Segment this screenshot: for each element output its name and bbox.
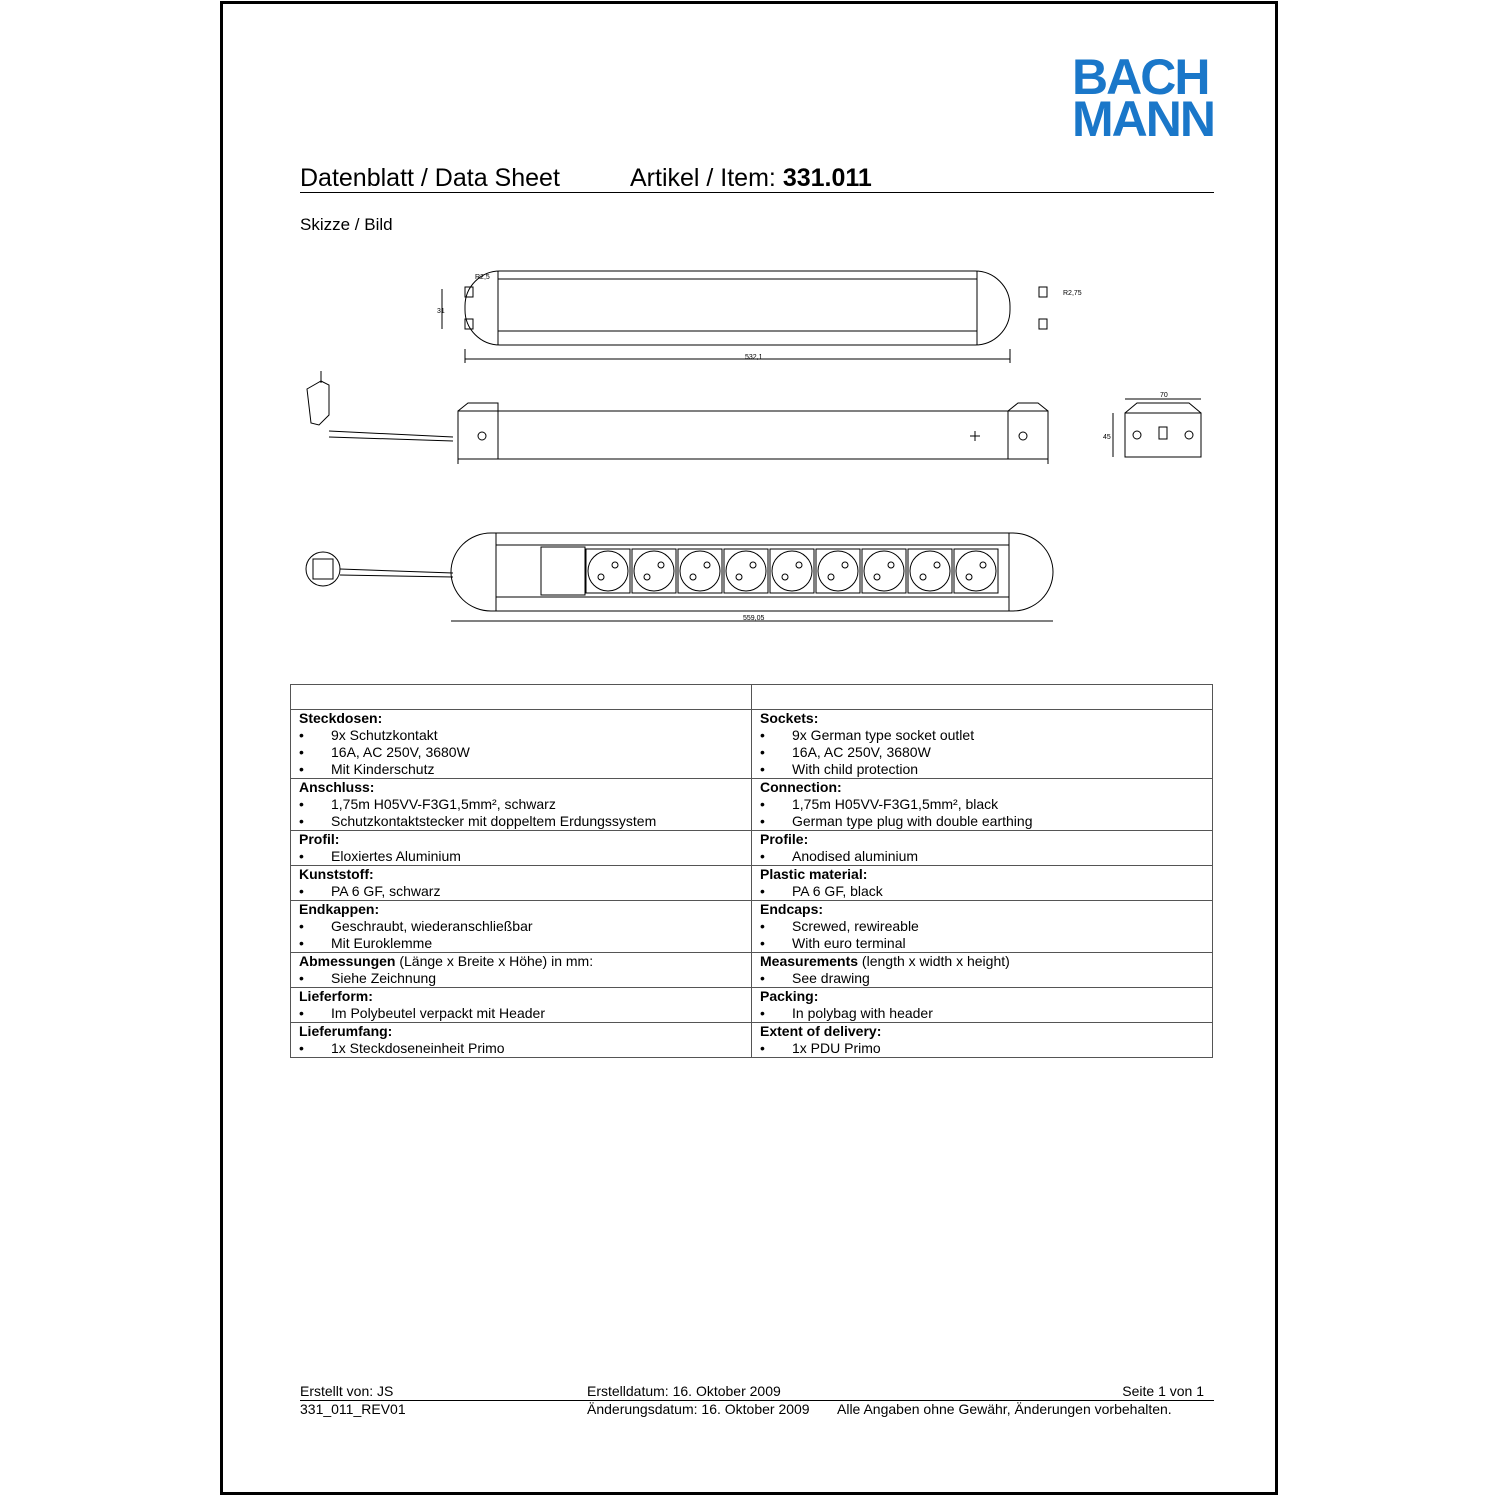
socket-outlet	[956, 551, 996, 591]
socket-frame	[954, 549, 998, 593]
spec-title: Lieferumfang:	[299, 1023, 393, 1039]
spec-row	[291, 779, 1213, 831]
socket-frame	[862, 549, 906, 593]
sheet-title: Datenblatt / Data Sheet	[300, 164, 560, 192]
spec-bullet: • Siehe Zeichnung	[299, 970, 743, 987]
spec-bullet: • See drawing	[760, 970, 1204, 987]
spec-cell-de	[291, 953, 752, 988]
spec-row	[291, 710, 1213, 779]
socket-pin-hole	[782, 574, 788, 580]
spec-row	[291, 866, 1213, 901]
footer-doc-id: 331_011_REV01	[300, 1401, 406, 1417]
spec-title: Extent of delivery:	[760, 1023, 882, 1039]
footer-created-date: Erstelldatum: 16. Oktober 2009	[587, 1383, 781, 1399]
socket-outlet	[910, 551, 950, 591]
spec-bullet: • 1x PDU Primo	[760, 1040, 1204, 1057]
spec-header-en	[752, 685, 1213, 710]
spec-cell-en	[752, 710, 1213, 779]
spec-bullet: • Eloxiertes Aluminium	[299, 848, 743, 865]
spec-row	[291, 988, 1213, 1023]
socket-outlet	[818, 551, 858, 591]
spec-header-de	[291, 685, 752, 710]
dim-r1: R2,5	[475, 274, 490, 281]
spec-title: Packing:	[760, 988, 819, 1004]
spec-title: Profil:	[299, 831, 340, 847]
spec-title: Endcaps:	[760, 901, 824, 917]
socket-outlet	[680, 551, 720, 591]
top-view	[437, 271, 1082, 363]
socket-frame	[678, 549, 722, 593]
socket-frame	[908, 549, 952, 593]
spec-row	[291, 901, 1213, 953]
footer-page: Seite 1 von 1	[1122, 1383, 1204, 1399]
spec-cell-de	[291, 901, 752, 953]
dim-length-top: 532,1	[745, 354, 763, 361]
data-sheet-page	[220, 1, 1278, 1495]
spec-title: Connection:	[760, 779, 842, 795]
item-prefix: Artikel / Item:	[630, 164, 783, 192]
spec-bullet: • 16A, AC 250V, 3680W	[760, 744, 1204, 761]
spec-title-suffix: (length x width x height)	[858, 953, 1010, 969]
dim-length-bottom: 559,05	[743, 615, 765, 622]
socket-outlet	[588, 551, 628, 591]
spec-row	[291, 953, 1213, 988]
spec-bullet: • 9x German type socket outlet	[760, 727, 1204, 744]
spec-cell-en	[752, 831, 1213, 866]
socket-pin-hole	[750, 562, 756, 568]
spec-bullet: • Screwed, rewireable	[760, 918, 1204, 935]
spec-cell-en	[752, 1023, 1213, 1058]
spec-bullet: • With child protection	[760, 761, 1204, 778]
spec-bullet: • German type plug with double earthing	[760, 813, 1204, 830]
socket-pin-hole	[828, 574, 834, 580]
spec-title: Endkappen:	[299, 901, 380, 917]
socket-pin-hole	[704, 562, 710, 568]
spec-cell-en	[752, 988, 1213, 1023]
spec-row	[291, 831, 1213, 866]
dim-31: 31	[437, 308, 445, 315]
spec-title: Lieferform:	[299, 988, 373, 1004]
spec-header-row	[291, 685, 1213, 710]
spec-bullet: • Geschraubt, wiederanschließbar	[299, 918, 743, 935]
spec-title-suffix: (Länge x Breite x Höhe) in mm:	[395, 953, 594, 969]
spec-bullet: • Mit Kinderschutz	[299, 761, 743, 778]
spec-cell-de	[291, 779, 752, 831]
spec-title: Abmessungen	[299, 953, 396, 969]
socket-pin-hole	[796, 562, 802, 568]
socket-pin-hole	[598, 574, 604, 580]
socket-frame	[816, 549, 860, 593]
item-number: 331.011	[782, 164, 872, 192]
spec-bullet: • In polybag with header	[760, 1005, 1204, 1022]
socket-pin-hole	[736, 574, 742, 580]
spec-cell-de	[291, 831, 752, 866]
footer	[300, 1383, 1214, 1418]
spec-bullet: • Im Polybeutel verpackt mit Header	[299, 1005, 743, 1022]
socket-pin-hole	[980, 562, 986, 568]
socket-pin-hole	[690, 574, 696, 580]
spec-title: Profile:	[760, 831, 809, 847]
end-view	[1103, 392, 1201, 457]
spec-bullet: • Mit Euroklemme	[299, 935, 743, 952]
socket-frame	[770, 549, 814, 593]
dim-height: 45	[1103, 434, 1111, 441]
spec-cell-en	[752, 779, 1213, 831]
spec-title: Kunststoff:	[299, 866, 374, 882]
spec-bullet: • With euro terminal	[760, 935, 1204, 952]
spec-title: Steckdosen:	[299, 710, 383, 726]
socket-pin-hole	[842, 562, 848, 568]
technical-drawing	[293, 259, 1168, 639]
spec-title: Plastic material:	[760, 866, 868, 882]
footer-created-by: Erstellt von: JS	[300, 1383, 394, 1399]
bachmann-logo	[1072, 49, 1214, 147]
spec-cell-de	[291, 1023, 752, 1058]
spec-title: Measurements	[760, 953, 859, 969]
dim-r2: R2,75	[1063, 290, 1082, 297]
spec-title: Anschluss:	[299, 779, 375, 795]
logo-line-1: BACH	[1072, 49, 1209, 105]
spec-title: Sockets:	[760, 710, 819, 726]
item-label	[630, 164, 872, 193]
socket-outlet	[772, 551, 812, 591]
socket-pin-hole	[920, 574, 926, 580]
spec-cell-en	[752, 953, 1213, 988]
socket-pin-hole	[874, 574, 880, 580]
socket-pin-hole	[966, 574, 972, 580]
spec-row	[291, 1023, 1213, 1058]
socket-outlet	[726, 551, 766, 591]
dim-width: 70	[1160, 392, 1168, 399]
spec-cell-en	[752, 866, 1213, 901]
sheet-header	[300, 164, 1214, 193]
footer-disclaimer: Alle Angaben ohne Gewähr, Änderungen vorbehalten.	[837, 1401, 1172, 1417]
spec-cell-en	[752, 901, 1213, 953]
socket-frame	[724, 549, 768, 593]
footer-changed-date: Änderungsdatum: 16. Oktober 2009	[587, 1401, 810, 1417]
spec-cell-de	[291, 866, 752, 901]
spec-bullet: • 9x Schutzkontakt	[299, 727, 743, 744]
side-view	[307, 371, 1048, 464]
socket-row	[586, 549, 998, 593]
socket-pin-hole	[934, 562, 940, 568]
section-label: Skizze / Bild	[300, 215, 393, 234]
socket-frame	[586, 549, 630, 593]
spec-bullet: • 1x Steckdoseneinheit Primo	[299, 1040, 743, 1057]
spec-bullet: • 1,75m H05VV-F3G1,5mm², black	[760, 796, 1204, 813]
socket-pin-hole	[612, 562, 618, 568]
spec-cell-de	[291, 710, 752, 779]
socket-pin-hole	[658, 562, 664, 568]
spec-table	[290, 684, 1213, 1058]
spec-bullet: • PA 6 GF, black	[760, 883, 1204, 900]
spec-bullet: • 16A, AC 250V, 3680W	[299, 744, 743, 761]
front-view	[306, 533, 1053, 622]
spec-bullet: • Schutzkontaktstecker mit doppeltem Erdungssystem	[299, 813, 743, 830]
spec-bullet: • 1,75m H05VV-F3G1,5mm², schwarz	[299, 796, 743, 813]
socket-frame	[632, 549, 676, 593]
socket-pin-hole	[644, 574, 650, 580]
spec-bullet: • PA 6 GF, schwarz	[299, 883, 743, 900]
socket-outlet	[634, 551, 674, 591]
socket-pin-hole	[888, 562, 894, 568]
logo-line-2: MANN	[1072, 91, 1214, 147]
spec-bullet: • Anodised aluminium	[760, 848, 1204, 865]
socket-outlet	[864, 551, 904, 591]
spec-cell-de	[291, 988, 752, 1023]
